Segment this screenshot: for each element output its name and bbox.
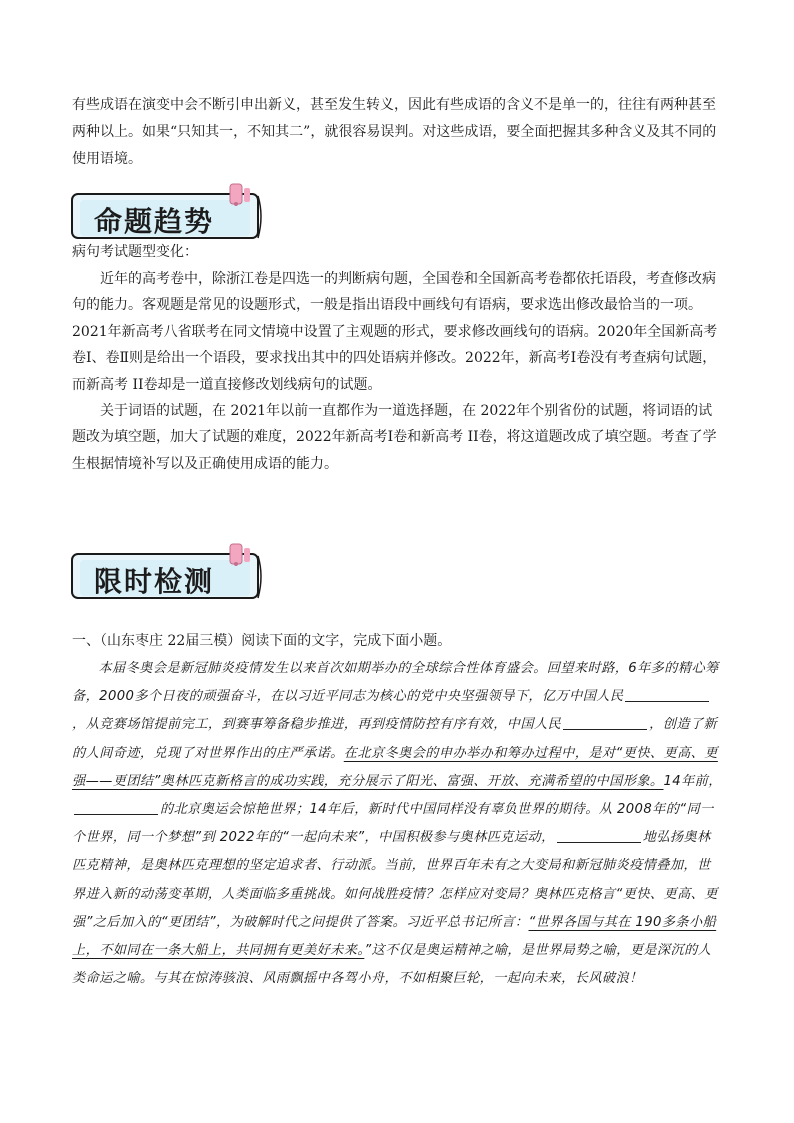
section-title: 命题趋势 — [94, 205, 215, 238]
trend-paragraph-1: 近年的高考卷中，除浙江卷是四选一的判断病句题，全国卷和全国新高考卷都依托语段，考查修改病句的能力。客观题是常见的设题形式，一般是指出语段中画线句有语病，要求选出修改最恰当的一项。2021年新高考八省联考在同文情境中设置了主观题的形式，要求修改画线句的语病。2020年全国新高考卷Ⅰ、卷Ⅱ则是给出一个语段，要求找出其中的四处语病并修改。2022年，新高考Ⅰ卷没有考查病句试题，而新高考 II卷却是一道直接修改划线病句的试题。 — [72, 271, 718, 393]
passage-text: 14年前， — [663, 773, 722, 789]
underlined-sentence: 在北京冬奥会的申办举办和筹办过程中，是对“更快、更高、更强——更团结”奥林匹克新格言的成功实践，充分展示了阳光、富强、开放、充满希望的中国形象。 — [72, 745, 718, 789]
fill-blank[interactable] — [74, 800, 158, 815]
intro-paragraph: 有些成语在演变中会不断引申出新义，甚至发生转义，因此有些成语的含义不是单一的，往往有两种甚至两种以上。如果“只知其一，不知其二”，就很容易误判。对这些成语，要全面把握其多种含义及其不同的使用语境。 — [72, 97, 717, 167]
fill-blank[interactable] — [563, 715, 647, 730]
trend-lead: 病句考试题型变化： — [72, 244, 198, 260]
fill-blank[interactable] — [625, 687, 709, 702]
reading-passage — [72, 655, 724, 993]
section-title: 限时检测 — [94, 565, 215, 598]
passage-text: ，创造了新的人间奇迹，兑现了对世界作出的庄严承诺。 — [72, 717, 718, 761]
underlined-quote: “世界各国与其在 190多条小船上，不如同在一条大船上，共同拥有更美好未来。 — [72, 914, 717, 959]
question-heading: 一、（山东枣庄 22届三模）阅读下面的文字，完成下面小题。 — [72, 633, 452, 649]
section-banner-trend — [70, 182, 266, 242]
section-banner-test — [70, 542, 266, 602]
passage-text: 本届冬奥会是新冠肺炎疫情发生以来首次如期举办的全球综合性体育盛会。回望来时路，6年多的精心筹备，2000多个日夜的顽强奋斗，在以习近平同志为核心的党中央坚强领导下，亿万中国人民 — [72, 661, 719, 705]
trend-paragraph-2: 关于词语的试题，在 2021年以前一直都作为一道选择题，在 2022年个别省份的试题，将词语的试题改为填空题，加大了试题的难度，2022年新高考Ⅰ卷和新高考 II卷，将这道题改成了填空题。考查了学生根据情境补写以及正确使用成语的能力。 — [72, 403, 717, 472]
passage-text: 的北京奥运会惊艳世界；14年后，新时代中国同样没有辜负世界的期待。从 2008年的“同一个世界，同一个梦想”到 2022年的“一起向未来”，中国积极参与奥林匹克运动， — [72, 802, 714, 846]
passage-text: ”这不仅是奥运精神之喻，是世界局势之喻，更是深沉的人类命运之喻。与其在惊涛骇浪、风雨飘摇中各驾小舟，不如相聚巨轮，一起向未来，长风破浪！ — [72, 943, 712, 987]
passage-text: 地弘扬奥林匹克精神，是奥林匹克理想的坚定追求者、行动派。当前，世界百年未有之大变局和新冠肺炎疫情叠加，世界进入新的动荡变革期，人类面临多重挑战。如何战胜疫情？怎样应对变局？奥林匹克格言“更快、更高、更强”之后加入的“更团结”，为破解时代之问提供了答案。习近平总书记所言： — [72, 830, 718, 930]
passage-text: ，从竞赛场馆提前完工，到赛事筹备稳步推进，再到疫情防控有序有效，中国人民 — [72, 717, 562, 733]
trend-body — [72, 266, 724, 477]
fill-blank[interactable] — [557, 828, 641, 843]
